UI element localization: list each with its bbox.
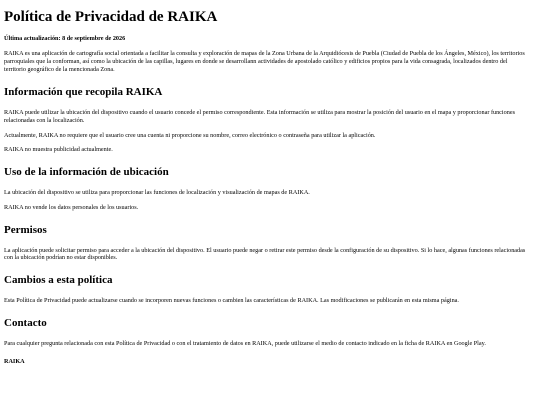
section-paragraph: La aplicación puede solicitar permiso para acceder a la ubicación del dispositivo. El usuario puede negar o retirar este permiso desde la configuración de su dispositivo. Si lo hace, algunas funciones relacionadas con la ubicación podrían no estar disponibles. bbox=[4, 246, 526, 262]
section-paragraph: RAIKA no muestra publicidad actualmente. bbox=[4, 146, 113, 154]
section-heading-permissions: Permisos bbox=[4, 223, 47, 236]
section-paragraph: Esta Política de Privacidad puede actualizarse cuando se incorporen nuevas funciones o cambien las características de RAIKA. Las modificaciones se publicarán en esta misma página. bbox=[4, 297, 459, 305]
section-paragraph: Para cualquier pregunta relacionada con esta Política de Privacidad o con el tratamiento de datos en RAIKA, puede utilizarse el medio de contacto indicado en la ficha de RAIKA en Google Play. bbox=[4, 339, 486, 347]
page-title: Política de Privacidad de RAIKA bbox=[4, 9, 218, 25]
section-paragraph: RAIKA puede utilizar la ubicación del dispositivo cuando el usuario concede el permiso correspondiente. Esta información se utiliza para mostrar la posición del usuario en el mapa y proporcionar funciones relacionadas con la localización. bbox=[4, 108, 515, 124]
section-heading-policy-changes: Cambios a esta política bbox=[4, 274, 113, 287]
section-paragraph: Actualmente, RAIKA no requiere que el usuario cree una cuenta ni proporcione su nombre, correo electrónico o contraseña para utilizar la aplicación. bbox=[4, 131, 376, 139]
section-heading-information-collected: Información que recopila RAIKA bbox=[4, 86, 163, 98]
signature: RAIKA bbox=[4, 357, 25, 365]
intro-paragraph: RAIKA es una aplicación de cartografía social orientada a facilitar la consulta y exploración de mapas de la Zona Urbana de la Arquidiócesis de Puebla (Ciudad de Puebla de los Ángeles, México), los territorios parroquiales que la conforman, así como la ubicación de las capillas, lugares en donde se desarrollann actividades de apostolado católico y edificios propios para la vida consagrada, localizados dentro del territorio geográfico de la mencionada Zona. bbox=[4, 50, 525, 74]
section-paragraph: La ubicación del dispositivo se utiliza para proporcionar las funciones de localización y visualización de mapas de RAIKA. bbox=[4, 189, 310, 197]
section-paragraph: RAIKA no vende los datos personales de los usuarios. bbox=[4, 203, 139, 211]
section-heading-contact: Contacto bbox=[4, 317, 47, 329]
section-heading-location-use: Uso de la información de ubicación bbox=[4, 166, 169, 179]
last-updated-date: Última actualización: 8 de septiembre de 2026 bbox=[4, 35, 126, 43]
